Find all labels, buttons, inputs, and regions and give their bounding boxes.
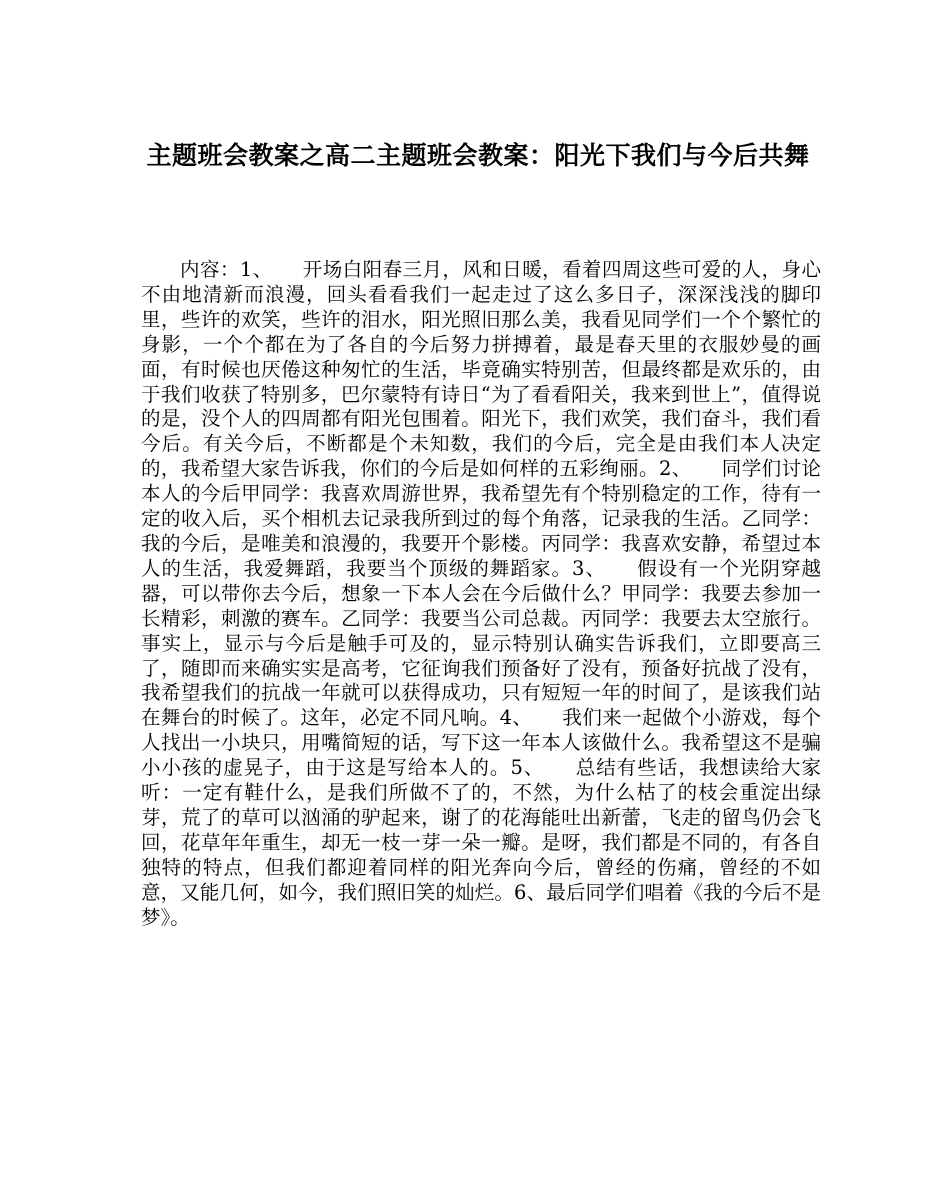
document-body-paragraph: 内容：1、 开场白阳春三月，风和日暖，看着四周这些可爱的人，身心不由地清新而浪漫，回头看看我们一起走过了这么多日子，深深浅浅的脚印里，些许的欢笑，些许的泪水，阳光照旧那么美，我看见同学们一个个繁忙的身影，一个个都在为了各自的今后努力拼搏着，最是春天里的衣服妙曼的画面，有时候也厌倦这种匆忙的生活，毕竟确实特别苦，但最终都是欢乐的，由于我们收获了特别多，巴尔蒙特有诗日“为了看看阳关，我来到世上”，值得说的是，没个人的四周都有阳光包围着。阳光下，我们欢笑，我们奋斗，我们看今后。有关今后，不断都是个未知数，我们的今后，完全是由我们本人决定的，我希望大家告诉我，你们的今后是如何样的五彩绚丽。2、 同学们讨论本人的今后甲同学：我喜欢周游世界，我希望先有个特别稳定的工作，待有一定的收入后，买个相机去记录我所到过的每个角落，记录我的生活。乙同学：我的今后，是唯美和浪漫的，我要开个影楼。丙同学：我喜欢安静，希望过本人的生活，我爱舞蹈，我要当个顶级的舞蹈家。3、 假设有一个光阴穿越器，可以带你去今后，想象一下本人会在今后做什么？甲同学：我要去参加一长精彩，刺激的赛车。乙同学：我要当公司总裁。丙同学：我要去太空旅行。事实上，显示与今后是触手可及的，显示特别认确实告诉我们，立即要高三了，随即而来确实实是高考，它征询我们预备好了没有，预备好抗战了没有，我希望我们的抗战一年就可以获得成功，只有短短一年的时间了，是该我们站在舞台的时候了。这年，必定不同凡响。4、 我们来一起做个小游戏，每个人找出一小块只，用嘴简短的话，写下这一年本人该做什么。我希望这不是骗小小孩的虚晃子，由于这是写给本人的。5、 总结有些话，我想读给大家听：一定有鞋什么，是我们所做不了的，不然，为什么枯了的枝会重淀出绿芽，荒了的草可以汹涌的驴起来，谢了的花海能吐出新蕾，飞走的留鸟仍会飞回，花草年年重生，却无一枝一芽一朵一瓣。是呀，我们都是不同的，有各自独特的特点，但我们都迎着同样的阳光奔向今后，曾经的伤痛，曾经的不如意，又能几何，如今，我们照旧笑的灿烂。6、最后同学们唱着《我的今后不是梦》。	[141, 258, 821, 929]
document-title: 主题班会教案之高二主题班会教案：阳光下我们与今后共舞	[146, 141, 810, 170]
